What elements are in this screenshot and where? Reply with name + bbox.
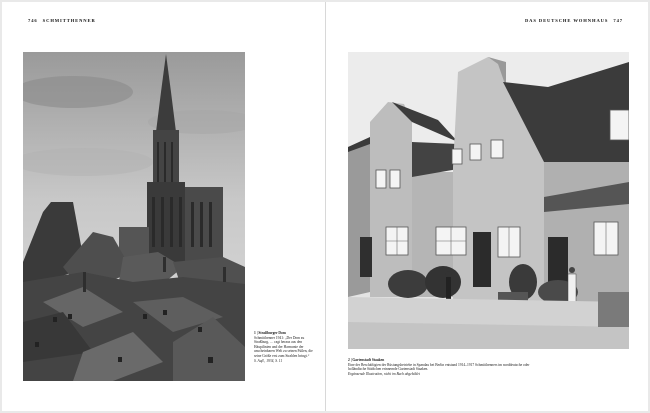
left-caption-body: Schmitthenner 1941: „Der Dom zu Straßburg, … ragt heraus aus den Häuptlinien und der Harmonie der unscheinbaren Welt zu seinen Füßen, die seine Größe erst zum Strahlen bringt.“ bbox=[254, 335, 313, 358]
left-running-head bbox=[25, 18, 96, 23]
left-page-number: 746 bbox=[28, 18, 38, 23]
garden-city-photo bbox=[348, 52, 629, 349]
page-gutter bbox=[325, 2, 326, 411]
book-spread bbox=[2, 2, 648, 411]
right-running-head bbox=[525, 18, 626, 23]
right-caption-note: Ergänzende Illustration, nicht im Buch abgebildet bbox=[348, 371, 420, 376]
left-caption-head: 1 | Straßburger Dom bbox=[254, 331, 286, 335]
right-running-title: DAS DEUTSCHE WOHNHAUS bbox=[524, 18, 609, 23]
left-caption-note: S. Aufl., 1934, S. 11 bbox=[254, 358, 283, 363]
left-running-title: SCHMITTHENNER bbox=[42, 18, 96, 23]
right-page-number: 747 bbox=[613, 18, 623, 23]
left-caption bbox=[254, 331, 314, 363]
right-caption-head: 2 | Gartenstadt Staaken bbox=[348, 358, 385, 362]
right-caption-body: Eine der Beschäftigten der Rüstungsbetriebe in Spandau bei Berlin entstand 1914–1917 Schmitthenners im norddeutsche oder holländische Städtchen erinnernde Gartenstadt Staaken. bbox=[348, 362, 530, 372]
cathedral-photo bbox=[23, 52, 245, 381]
right-caption bbox=[348, 358, 538, 376]
